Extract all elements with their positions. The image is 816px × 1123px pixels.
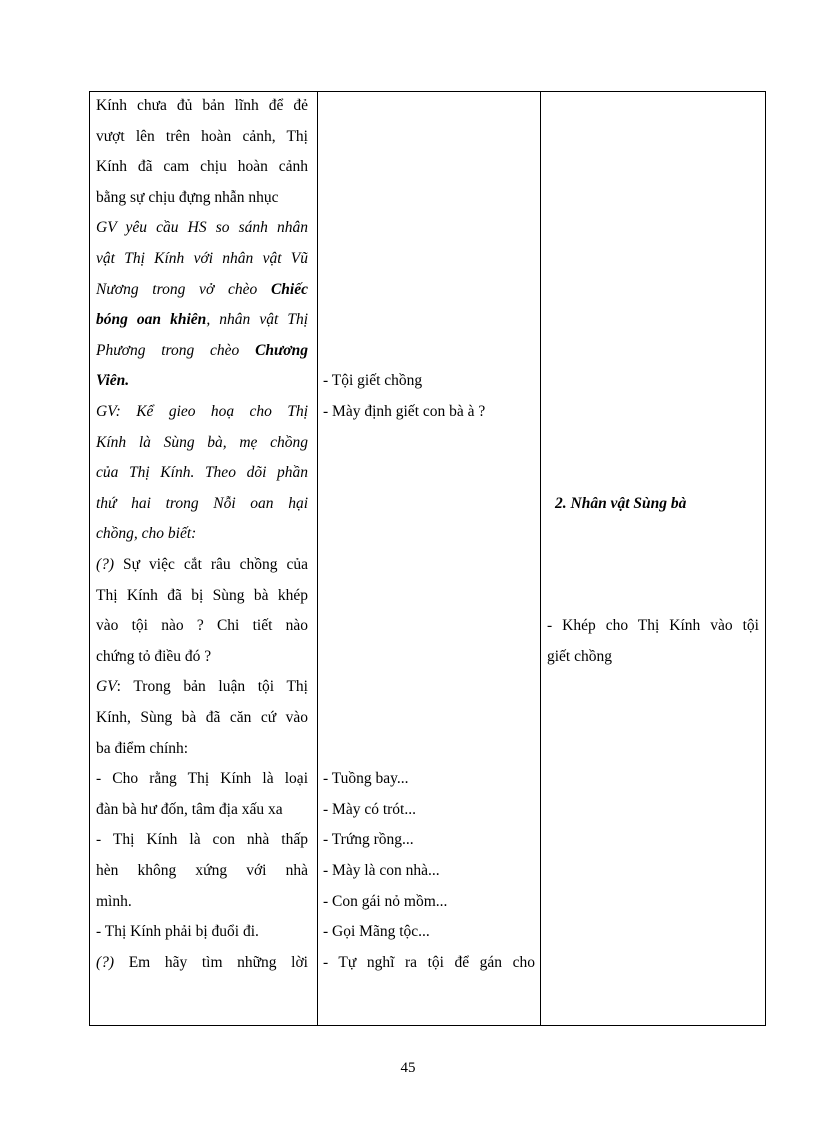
text-line: - Mày là con nhà...: [323, 862, 440, 879]
text-line: [96, 249, 308, 269]
text-line: [96, 280, 308, 300]
text-segment: vào tội nào ? Chi tiết nào: [96, 617, 308, 635]
text-segment: - Thị Kính phải bị đuổi đi.: [96, 923, 259, 941]
text-segment: (?): [96, 953, 115, 971]
text-line: [96, 586, 308, 606]
text-line: [96, 708, 308, 728]
text-segment: , nhân vật Thị: [206, 311, 308, 329]
text-line: [96, 127, 308, 147]
section-heading: 2. Nhân vật Sùng bà: [555, 494, 687, 512]
text-segment: Viên.: [96, 372, 130, 390]
text-segment: GV yêu cầu HS so sánh nhân: [96, 219, 308, 237]
text-segment: thứ hai trong Nỗi oan hại: [96, 494, 308, 512]
text-segment: GV: Kể gieo hoạ cho Thị: [96, 403, 308, 420]
text-segment: Chương: [255, 341, 308, 359]
column-divider: [540, 92, 541, 1025]
text-line: - Mày định giết con bà à ?: [323, 403, 486, 420]
column-divider: [317, 92, 318, 1025]
text-line: [96, 188, 308, 208]
text-segment: Sự việc cắt râu chồng của: [114, 556, 308, 573]
text-segment: (?): [96, 556, 115, 573]
text-segment: chứng tỏ điều đó ?: [96, 647, 212, 665]
text-line: [96, 402, 308, 422]
text-segment: Kính chưa đủ bản lĩnh để đẻ: [96, 97, 308, 114]
text-line: [96, 524, 308, 544]
text-line: [96, 677, 308, 697]
text-segment: mình.: [96, 892, 132, 910]
text-segment: vượt lên trên hoàn cảnh, Thị: [96, 127, 308, 145]
text-segment: của Thị Kính. Theo dõi phần: [96, 464, 308, 482]
text-segment: vật Thị Kính với nhân vật Vũ: [96, 250, 308, 267]
text-segment: đàn bà hư đốn, tâm địa xấu xa: [96, 800, 283, 818]
text-line: [96, 800, 308, 820]
text-line: - Khép cho Thị Kính vào tội: [547, 617, 759, 635]
text-line: - Mày có trót...: [323, 800, 416, 818]
text-line: [96, 310, 308, 330]
text-segment: Kính đã cam chịu hoàn cảnh: [96, 158, 308, 176]
text-line: [96, 830, 308, 850]
text-line: [96, 861, 308, 881]
text-segment: Thị Kính đã bị Sùng bà khép: [96, 586, 308, 604]
text-line: - Con gái nỏ mồm...: [323, 892, 448, 910]
text-line: [96, 157, 308, 177]
text-line: [96, 739, 308, 759]
text-segment: hèn không xứng với nhà: [96, 862, 308, 879]
text-line: [96, 892, 308, 912]
content-table: [89, 91, 766, 1026]
text-segment: Nương trong vở chèo: [96, 280, 271, 298]
text-line: - Gọi Mãng tộc...: [323, 923, 430, 941]
text-line: [96, 769, 308, 789]
text-segment: Em hãy tìm những lời: [114, 953, 308, 971]
text-segment: chồng, cho biết:: [96, 525, 197, 543]
text-line: [96, 922, 308, 942]
text-segment: Kính, Sùng bà đã căn cứ vào: [96, 709, 308, 726]
text-segment: Phương trong chèo: [96, 341, 256, 359]
text-segment: Kính là Sùng bà, mẹ chồng: [96, 433, 308, 451]
text-line: - Tội giết chồng: [323, 372, 423, 390]
text-segment: ba điểm chính:: [96, 739, 189, 757]
text-line: [96, 555, 308, 575]
text-line: [96, 463, 308, 483]
text-line: [96, 433, 308, 453]
text-line: [96, 494, 308, 514]
page-number: 45: [400, 1060, 416, 1076]
text-line: giết chồng: [547, 647, 612, 665]
text-line: [96, 96, 308, 116]
text-line: [96, 341, 308, 361]
text-segment: bằng sự chịu đựng nhẫn nhục: [96, 188, 279, 206]
text-segment: : Trong bản luận tội Thị: [116, 678, 308, 696]
text-segment: Chiếc: [270, 280, 308, 298]
text-segment: - Cho rằng Thị Kính là loại: [96, 770, 308, 788]
text-line: - Trứng rồng...: [323, 831, 414, 849]
text-segment: - Thị Kính là con nhà thấp: [96, 831, 308, 849]
text-segment: GV: [96, 678, 117, 696]
text-line: [96, 218, 308, 238]
text-line: - Tự nghĩ ra tội để gán cho: [323, 953, 535, 971]
text-line: [96, 647, 308, 667]
text-line: [96, 953, 308, 973]
text-segment: bóng oan khiên: [96, 311, 207, 329]
text-line: [96, 371, 308, 391]
text-line: [96, 616, 308, 636]
text-line: - Tuồng bay...: [323, 770, 409, 788]
